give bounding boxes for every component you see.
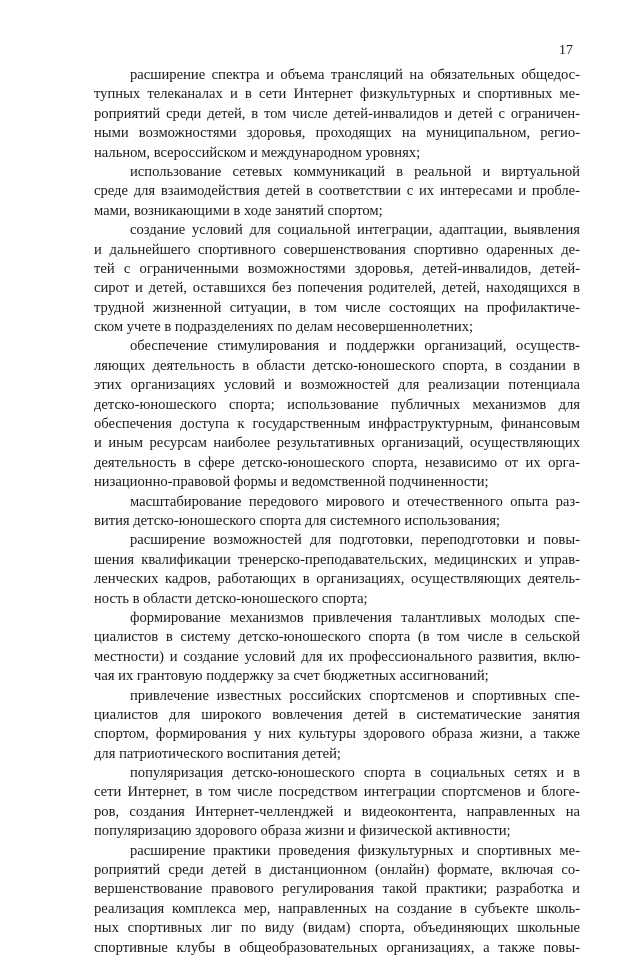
text-line: ском учете в подразделениях по делам несовершеннолетних; [94,319,474,336]
text-line: вершенствование правового регулирования такой практики; разработка и [94,881,580,898]
text-line: сирот и детей, оставшихся без попечения родителей, детей, находящихся в [94,280,580,297]
text-line: нальном, всероссийском и международном уровнях; [94,144,421,161]
text-line: расширение практики проведения физкультурных и спортивных ме- [130,842,580,859]
text-line: и дальнейшего спортивного совершенствования спортивно одаренных де- [94,241,580,258]
text-line: циалистов в систему детско-юношеского спорта (в том числе в сельской [94,629,580,646]
text-line: ленческих кадров, работающих в организациях, осуществляющих деятель- [94,571,580,588]
text-line: для патриотического воспитания детей; [94,745,341,762]
page-number: 17 [559,43,573,58]
text-line: и иным ресурсам наиболее результативных организаций, осуществляющих [94,435,580,452]
text-line: масштабирование передового мирового и отечественного опыта раз- [130,493,580,510]
text-line: обеспечения доступа к государственным инфраструктурным, финансовым [94,416,580,433]
paragraph [94,531,580,609]
text-line: ность в области детско-юношеского спорта; [94,590,368,607]
text-line: спортом, формирования у них культуры здорового образа жизни, а также [94,726,580,743]
text-line: тупных телеканалах и в сети Интернет физкультурных и спортивных ме- [94,86,580,103]
text-line: детско-юношеского спорта; использование публичных механизмов для [94,396,580,413]
text-line: среде для взаимодействия детей в соответствии с их интересами и пробле- [94,183,580,200]
paragraph [94,221,580,337]
text-line: циалистов для широкого вовлечения детей в систематические занятия [94,706,580,723]
paragraph [94,66,580,163]
text-line: низационно-правовой формы и ведомственной подчиненности; [94,474,489,491]
text-line: тей с ограниченными возможностями здоровья, детей-инвалидов, детей- [94,260,580,277]
text-line: ных спортивных лиг по виду (видам) спорта, объединяющих школьные [94,920,580,937]
text-line: местности) и создание условий для их профессионального развития, вклю- [94,648,580,665]
paragraph [94,764,580,842]
paragraph [94,687,580,765]
paragraph [94,337,580,492]
paragraph [94,842,580,958]
text-line: привлечение известных российских спортсменов и спортивных спе- [130,687,580,704]
text-line: роприятий среди детей, в том числе детей-инвалидов и детей с ограничен- [94,105,580,122]
text-line: ными возможностями здоровья, проходящих на муниципальном, регио- [94,125,580,142]
text-line: вития детско-юношеского спорта для системного использования; [94,512,501,529]
text-line: чая их грантовую поддержку за счет бюджетных ассигнований; [94,668,489,685]
text-line: мами, возникающими в ходе занятий спортом; [94,202,383,219]
text-line: популяризацию здорового образа жизни и физической активности; [94,823,511,840]
text-line: обеспечение стимулирования и поддержки организаций, осуществ- [130,338,580,355]
text-line: трудной жизненной ситуации, в том числе состоящих на профилактиче- [94,299,580,316]
text-line: ров, создания Интернет-челленджей и видеоконтента, направленных на [94,803,580,820]
text-line: шения квалификации тренерско-преподавательских, медицинских и управ- [94,551,580,568]
paragraph [94,163,580,221]
text-line: использование сетевых коммуникаций в реальной и виртуальной [130,163,580,180]
body-text [94,66,580,958]
text-line: деятельность в сфере детско-юношеского спорта, независимо от их орга- [94,454,580,471]
text-line: спортивные клубы в общеобразовательных организациях, а также повы- [94,939,580,956]
paragraph [94,493,580,532]
text-line: роприятий среди детей в дистанционном (онлайн) формате, включая со- [94,862,580,879]
text-line: создание условий для социальной интеграции, адаптации, выявления [130,222,580,239]
text-line: расширение спектра и объема трансляций на обязательных общедос- [130,67,580,83]
text-line: популяризация детско-юношеского спорта в социальных сетях и в [130,765,580,782]
text-line: расширение возможностей для подготовки, переподготовки и повы- [130,532,580,549]
text-line: этих организациях условий и возможностей для реализации потенциала [94,377,580,394]
paragraph [94,609,580,687]
text-line: реализация комплекса мер, направленных на создание в субъекте школь- [94,900,580,917]
text-line: ляющих деятельность в области детско-юношеского спорта, в создании в [94,357,580,374]
text-line: сети Интернет, в том числе посредством интеграции спортсменов и блоге- [94,784,580,801]
text-line: формирование механизмов привлечения талантливых молодых спе- [130,609,580,626]
